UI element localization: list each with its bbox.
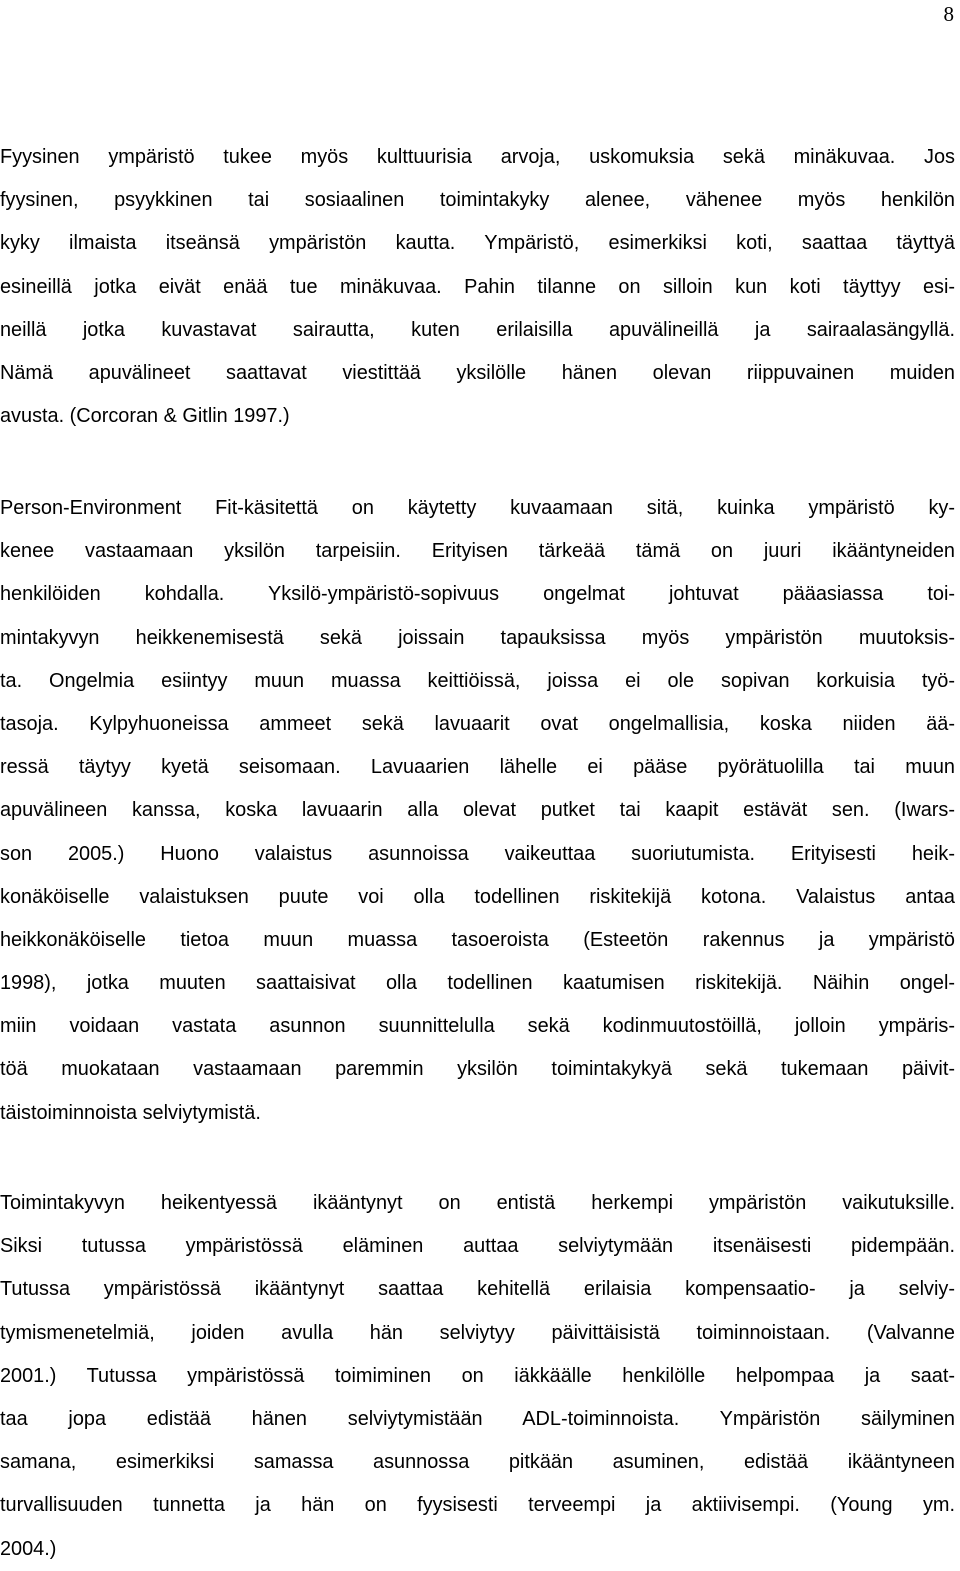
text-line: miin voidaan vastata asunnon suunnittelulla sekä kodinmuutostöillä, jolloin ympäris-	[0, 1015, 955, 1038]
text-line: 2004.)	[0, 1537, 57, 1560]
paragraph-3	[0, 1182, 955, 1571]
text-line: 1998), jotka muuten saattaisivat olla todellinen kaatumisen riskitekijä. Näihin ongel-	[0, 972, 955, 995]
text-line: Fyysinen ympäristö tukee myös kulttuurisia arvoja, uskomuksia sekä minäkuvaa. Jos	[0, 146, 955, 168]
text-line: ressä täytyy kyetä seisomaan. Lavuaarien lähelle ei pääse pyörätuolilla tai muun	[0, 756, 955, 779]
text-line: täistoiminnoista selviytymistä.	[0, 1101, 261, 1124]
text-line: mintakyvyn heikkenemisestä sekä joissain tapauksissa myös ympäristön muutoksis-	[0, 626, 955, 649]
text-line: töä muokataan vastaamaan paremmin yksilön toimintakykyä sekä tukemaan päivit-	[0, 1058, 955, 1081]
text-line: ta. Ongelmia esiintyy muun muassa keittiöissä, joissa ei ole sopivan korkuisia työ-	[0, 669, 955, 692]
text-line: henkilöiden kohdalla. Yksilö-ympäristö-sopivuus ongelmat johtuvat pääasiassa toi-	[0, 583, 955, 606]
text-line: apuvälineen kanssa, koska lavuaarin alla olevat putket tai kaapit estävät sen. (Iwars-	[0, 799, 955, 822]
text-line: Siksi tutussa ympäristössä eläminen auttaa selviytymään itsenäisesti pidempään.	[0, 1235, 955, 1258]
text-line: Person-Environment Fit-käsitettä on käytetty kuvaamaan sitä, kuinka ympäristö ky-	[0, 497, 955, 519]
text-line: heikkonäköiselle tietoa muun muassa tasoeroista (Esteetön rakennus ja ympäristö	[0, 928, 955, 951]
text-line: son 2005.) Huono valaistus asunnoissa vaikeuttaa suoriutumista. Erityisesti heik-	[0, 842, 955, 865]
text-line: Tutussa ympäristössä ikääntynyt saattaa kehitellä erilaisia kompensaatio- ja selviy-	[0, 1278, 955, 1301]
text-line: kyky ilmaista itseänsä ympäristön kautta. Ympäristö, esimerkiksi koti, saattaa täyttyä	[0, 232, 955, 255]
page-number: 8	[943, 2, 954, 26]
text-line: tymismenetelmiä, joiden avulla hän selviytyy päivittäisistä toiminnoistaan. (Valvanne	[0, 1321, 955, 1344]
text-line: turvallisuuden tunnetta ja hän on fyysisesti terveempi ja aktiivisempi. (Young ym.	[0, 1494, 955, 1517]
text-line: fyysinen, psyykkinen tai sosiaalinen toimintakyky alenee, vähenee myös henkilön	[0, 189, 955, 212]
text-line: avusta. (Corcoran & Gitlin 1997.)	[0, 405, 290, 428]
text-line: esineillä jotka eivät enää tue minäkuvaa. Pahin tilanne on silloin kun koti täyttyy esi-	[0, 275, 955, 298]
text-line: tasoja. Kylpyhuoneissa ammeet sekä lavuaarit ovat ongelmallisia, koska niiden ää-	[0, 712, 955, 735]
paragraph-1	[0, 136, 955, 438]
text-line: Nämä apuvälineet saattavat viestittää yksilölle hänen olevan riippuvainen muiden	[0, 361, 955, 384]
text-line: kenee vastaamaan yksilön tarpeisiin. Erityisen tärkeää tämä on juuri ikääntyneiden	[0, 540, 955, 563]
text-line: konäköiselle valaistuksen puute voi olla todellinen riskitekijä kotona. Valaistus antaa	[0, 885, 955, 908]
paragraph-2	[0, 487, 955, 1135]
text-line: 2001.) Tutussa ympäristössä toimiminen on iäkkäälle henkilölle helpompaa ja saat-	[0, 1364, 955, 1387]
text-line: taa jopa edistää hänen selviytymistään ADL-toiminnoista. Ympäristön säilyminen	[0, 1407, 955, 1430]
text-line: samana, esimerkiksi samassa asunnossa pitkään asuminen, edistää ikääntyneen	[0, 1451, 955, 1474]
text-line: neillä jotka kuvastavat sairautta, kuten erilaisilla apuvälineillä ja sairaalasängyllä.	[0, 318, 955, 341]
text-line: Toimintakyvyn heikentyessä ikääntynyt on entistä herkempi ympäristön vaikutuksille.	[0, 1192, 955, 1214]
